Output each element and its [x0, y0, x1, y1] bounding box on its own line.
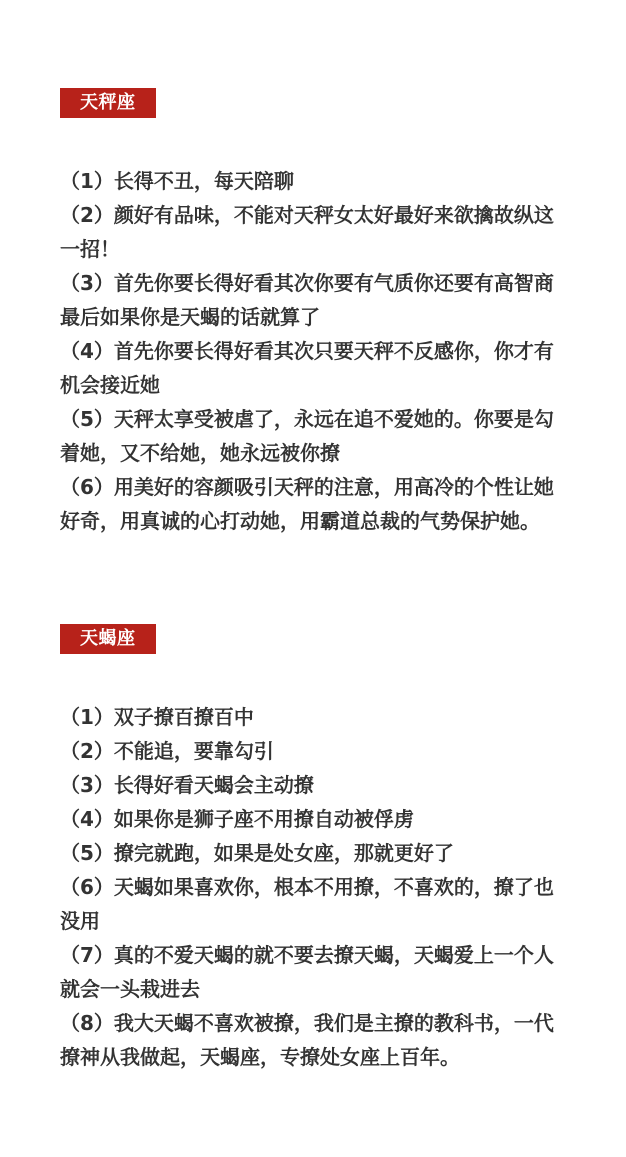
- tip-item: （4）如果你是狮子座不用撩自动被俘虏: [60, 807, 414, 831]
- tip-item: （1）长得不丑，每天陪聊: [60, 169, 294, 193]
- tip-item: （8）我大天蝎不喜欢被撩，我们是主撩的教科书，一代撩神从我做起，天蝎座，专撩处女座上百年。: [60, 1011, 554, 1069]
- tip-item: （6）用美好的容颜吸引天秤的注意，用高冷的个性让她好奇，用真诚的心打动她，用霸道总裁的气势保护她。: [60, 475, 554, 533]
- tips-list: [60, 164, 570, 538]
- section-title-badge: 天蝎座: [60, 624, 156, 654]
- section-title-badge: 天秤座: [60, 88, 156, 118]
- tip-item: （7）真的不爱天蝎的就不要去撩天蝎，天蝎爱上一个人就会一头栽进去: [60, 943, 554, 1001]
- tip-item: （2）颜好有品味，不能对天秤女太好最好来欲擒故纵这一招！: [60, 203, 554, 261]
- tips-list: [60, 700, 570, 1074]
- section-libra: [60, 88, 570, 538]
- tip-item: （5）天秤太享受被虐了，永远在追不爱她的。你要是勾着她，又不给她，她永远被你撩: [60, 407, 554, 465]
- tip-item: （3）长得好看天蝎会主动撩: [60, 773, 314, 797]
- tip-item: （1）双子撩百撩百中: [60, 705, 254, 729]
- tip-item: （2）不能追，要靠勾引: [60, 739, 274, 763]
- tip-item: （3）首先你要长得好看其次你要有气质你还要有高智商最后如果你是天蝎的话就算了: [60, 271, 554, 329]
- section-scorpio: [60, 624, 570, 1074]
- tip-item: （6）天蝎如果喜欢你，根本不用撩，不喜欢的，撩了也没用: [60, 875, 554, 933]
- tip-item: （4）首先你要长得好看其次只要天秤不反感你，你才有机会接近她: [60, 339, 554, 397]
- tip-item: （5）撩完就跑，如果是处女座，那就更好了: [60, 841, 454, 865]
